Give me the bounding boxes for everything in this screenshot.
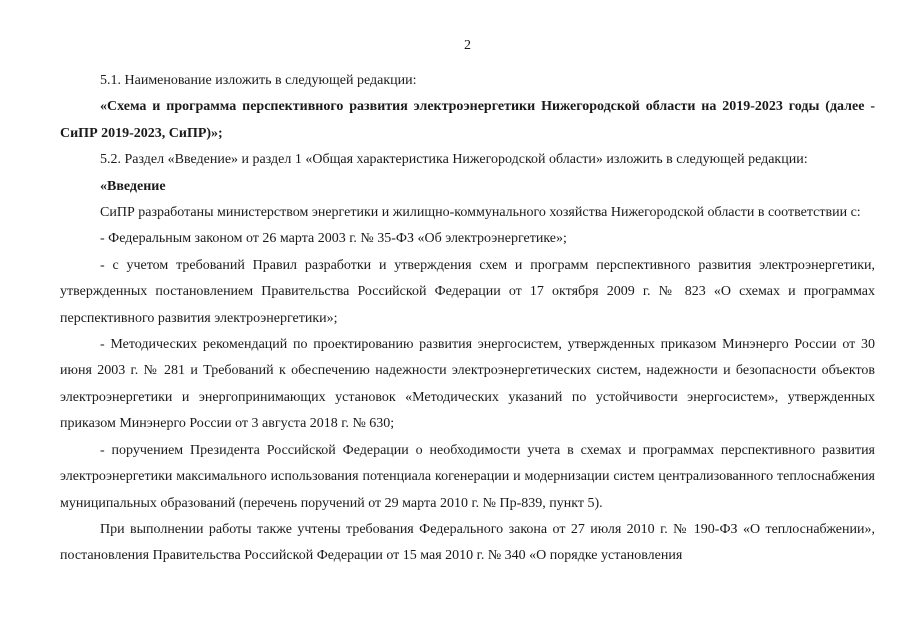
paragraph-scheme-title: «Схема и программа перспективного развития электроэнергетики Нижегородской области на 2019-2023 годы (далее - СиПР 2019-2023, СиПР)»; [60, 99, 875, 141]
paragraph-sipr-developed: СиПР разработаны министерством энергетики и жилищно-коммунального хозяйства Нижегородской области в соответствии с: [100, 205, 861, 221]
section-heading-introduction: «Введение [100, 178, 166, 194]
paragraph-5-2: 5.2. Раздел «Введение» и раздел 1 «Общая характеристика Нижегородской области» изложить в следующей редакции: [100, 152, 808, 168]
list-item-rules: - с учетом требований Правил разработки и утверждения схем и программ перспективного развития электроэнергетики, утвержденных постановлением Правительства Российской Федерации от 17 октября 2009 г. № 823 «О схемах и программах перспективного развития электроэнергетики»; [60, 257, 875, 326]
page-number: 2 [464, 38, 471, 53]
list-item-presidential-order: - поручением Президента Российской Федерации о необходимости учета в схемах и программах перспективного развития электроэнергетики максимального использования потенциала когенерации и модернизации систем централизованного теплоснабжения муниципальных образований (перечень поручений от 29 марта 2010 г. № Пр-839, пункт 5). [60, 442, 875, 511]
list-item-methodical-recommendations: - Методических рекомендаций по проектированию развития энергосистем, утвержденных приказом Минэнерго России от 30 июня 2003 г. № 281 и Требований к обеспечению надежности электроэнергетических систем, надежности и безопасности объектов электроэнергетики и энергопринимающих установок «Методических указаний по устойчивости энергосистем», утвержденных приказом Минэнерго России от 3 августа 2018 г. № 630; [60, 337, 875, 432]
document-body [60, 68, 875, 570]
paragraph-5-1: 5.1. Наименование изложить в следующей редакции: [100, 73, 417, 88]
paragraph-requirements: При выполнении работы также учтены требования Федерального закона от 27 июля 2010 г. № 190-ФЗ «О теплоснабжении», постановления Правительства Российской Федерации от 15 мая 2010 г. № 340 «О порядке установления [60, 521, 875, 564]
list-item-federal-law: - Федеральным законом от 26 марта 2003 г. № 35-ФЗ «Об электроэнергетике»; [100, 231, 567, 247]
